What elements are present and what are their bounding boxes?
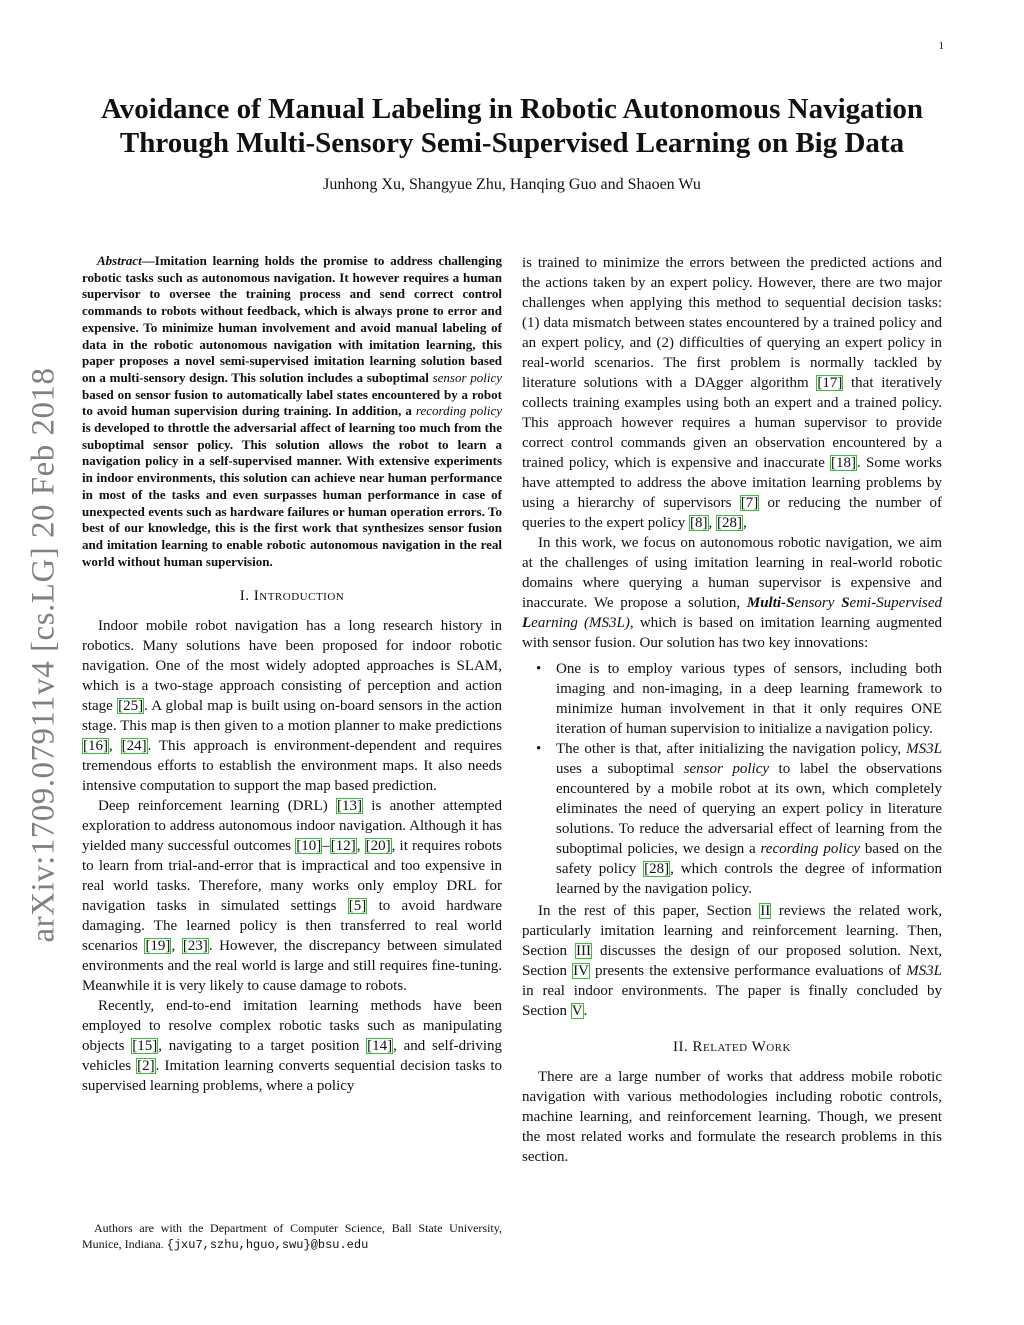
paper-title (70, 92, 954, 160)
arxiv-identifier: arXiv:1709.07911v4 [cs.LG] 20 Feb 2018 (25, 367, 62, 943)
section-link[interactable]: V (571, 1003, 583, 1019)
citation-link[interactable]: [14] (367, 1038, 393, 1055)
intro-paragraph-2: Deep reinforcement learning (DRL) [13] is another attempted exploration to address autonomous indoor navigation. Although it has yielded many successful outcomes [10]–[12], [20], it requires robots to learn from trial-and-error that is impractical and too expensive in real world tasks. Therefore, many works only employ DRL for navigation tasks in simulated settings [5] to avoid hardware damaging. The learned policy is then transferred to real world scenarios [19], [23]. However, the discrepancy between simulated environments and the real world is large and still requires fine-tuning. Meanwhile it is very likely to cause damage to robots. (82, 798, 503, 995)
authors: Junhong Xu, Shangyue Zhu, Hanqing Guo and Shaoen Wu (323, 176, 701, 193)
citation-link[interactable]: [20] (365, 838, 391, 855)
citation-link[interactable]: [12] (330, 838, 356, 855)
section-link[interactable]: IV (573, 963, 589, 979)
citation-link[interactable]: [15] (132, 1038, 158, 1055)
citation-link[interactable]: [2] (137, 1058, 155, 1075)
abstract: Abstract—Imitation learning holds the promise to address challenging robotic tasks such as autonomous navigation. It however requires a human supervisor to oversee the training process and send correct control commands to robots without feedback, which is always prone to error and expensive. To minimize human involvement and avoid manual labeling of data in the robotic autonomous navigation with imitation learning, this paper proposes a novel semi-supervised imitation learning solution based on a multi-sensory design. This solution includes a suboptimal sensor policy based on sensor fusion to automatically label states encountered by a robot to avoid human supervision during training. In addition, a recording policy is developed to throttle the adversarial affect of learning too much from the suboptimal sensor policy. This solution allows the robot to learn a navigation policy in a self-supervised manner. With extensive experiments in indoor environments, this solution can achieve near human performance in most of the tasks and even surpasses human performance in case of unexpected events such as hardware failures or human operation errors. To best of our knowledge, this is the first work that synthesizes sensor fusion and imitation learning to enable robotic autonomous navigation in the real world without human supervision. (82, 253, 502, 569)
section-title-introduction: I. Introduction (239, 588, 345, 605)
intro-paragraph-continued: is trained to minimize the errors between the predicted actions and the actions taken by an expert policy. However, there are two major challenges when applying this method to sequential decision tasks: (1) data mismatch between states encountered by a trained policy and an expert policy, and (2) difficulties of querying an expert policy in real-world scenarios. The first problem is normally tackled by literature solutions with a DAgger algorithm [17] that iteratively collects training examples using both an expert and a trained policy. This approach however requires a human supervisor to provide correct control commands given an observation encountered by a trained policy, which is expensive and inaccurate [18]. Some works have attempted to address the above imitation learning problems by using a hierarchy of supervisors [7] or reducing the number of queries to the expert policy [8], [28], (522, 255, 942, 531)
intro-paragraph-3: Recently, end-to-end imitation learning methods have been employed to resolve complex robotic tasks such as manipulating objects [15], navigating to a target position [14], and self-driving vehicles [2]. Imitation learning converts sequential decision tasks to supervised learning problems, where a policy (82, 998, 503, 1095)
intro-paragraph-4: In this work, we focus on autonomous robotic navigation, we aim at the challenges of using imitation learning in real-world robotic domains where querying a human supervisor is expensive and inaccurate. We propose a solution, Multi-Sensory Semi-Supervised Learning (MS3L), which is based on imitation learning augmented with sensor fusion. Our solution has two key innovations: (522, 535, 942, 651)
abstract-label: Abstract (97, 253, 142, 268)
citation-link[interactable]: [16] (83, 738, 108, 755)
intro-paragraph-5: In the rest of this paper, Section II reviews the related work, particularly imitation learning and reinforcement learning. Then, Section III discusses the design of our proposed solution. Next, Section IV presents the extensive performance evaluations of MS3L in real indoor environments. The paper is finally concluded by Section V. (522, 903, 942, 1019)
author-emails: {jxu7,szhu,hguo,swu}@bsu.edu (166, 1238, 369, 1252)
citation-link[interactable]: [23] (182, 938, 208, 955)
section-link[interactable]: II (760, 903, 771, 919)
citation-link[interactable]: [28] (717, 515, 743, 531)
citation-link[interactable]: [19] (145, 938, 171, 955)
citation-link[interactable]: [5] (348, 898, 367, 915)
innovations-list (522, 659, 942, 899)
citation-link[interactable]: [25] (118, 698, 144, 715)
page-number: 1 (938, 40, 944, 52)
arxiv-stamp (4, 355, 84, 955)
bullet-icon: • (536, 661, 542, 677)
citation-link[interactable]: [17] (817, 375, 843, 391)
title-line-1: Avoidance of Manual Labeling in Robotic Autonomous Navigation (100, 93, 924, 125)
list-item: • One is to employ various types of sensors, including both imaging and non-imaging, in a deep learning framework to minimize human involvement in that it only requires ONE iteration of human supervision to initialize a navigation policy. (536, 661, 942, 737)
right-column (522, 253, 942, 1167)
citation-link[interactable]: [18] (831, 455, 857, 471)
citation-link[interactable]: [28] (644, 861, 670, 877)
citation-link[interactable]: [10] (296, 838, 322, 855)
title-line-2: Through Multi-Sensory Semi-Supervised Learning on Big Data (119, 127, 905, 159)
bullet-icon: • (536, 741, 542, 757)
citation-link[interactable]: [8] (690, 515, 708, 531)
section-title-related-work: II. Related Work (673, 1039, 791, 1055)
left-column (82, 253, 502, 1096)
related-work-paragraph-1: There are a large number of works that address mobile robotic navigation with various methodologies including robotic controls, machine learning, and reinforcement learning. Though, we present the most related works and formulate the research problems in this section. (522, 1069, 942, 1165)
citation-link[interactable]: [7] (740, 495, 759, 511)
author-footnote: Authors are with the Department of Computer Science, Ball State University, Munice, Indiana. {jxu7,szhu,hguo,swu}@bsu.edu (82, 1221, 502, 1252)
intro-paragraph-1: Indoor mobile robot navigation has a long research history in robotics. Many solutions have been proposed for indoor robotic navigation. One of the most widely adopted approaches is SLAM, which is a two-stage approach consisting of perception and action stage [25]. A global map is built using on-board sensors in the action stage. This map is then given to a motion planner to make predictions [16], [24]. This approach is environment-dependent and requires tremendous efforts to establish the environment maps. It also needs intensive computation to support the map based prediction. (82, 618, 503, 795)
citation-link[interactable]: [24] (121, 738, 147, 755)
section-link[interactable]: III (576, 943, 592, 959)
list-item: • The other is that, after initializing the navigation policy, MS3L uses a suboptimal sensor policy to label the observations encountered by a mobile robot at its own, which completely eliminates the need of querying an expert policy in literature solutions. To reduce the adversarial effect of learning from the suboptimal policies, we design a recording policy based on the safety policy [28], which controls the degree of information learned by the navigation policy. (536, 741, 943, 897)
citation-link[interactable]: [13] (337, 798, 363, 815)
